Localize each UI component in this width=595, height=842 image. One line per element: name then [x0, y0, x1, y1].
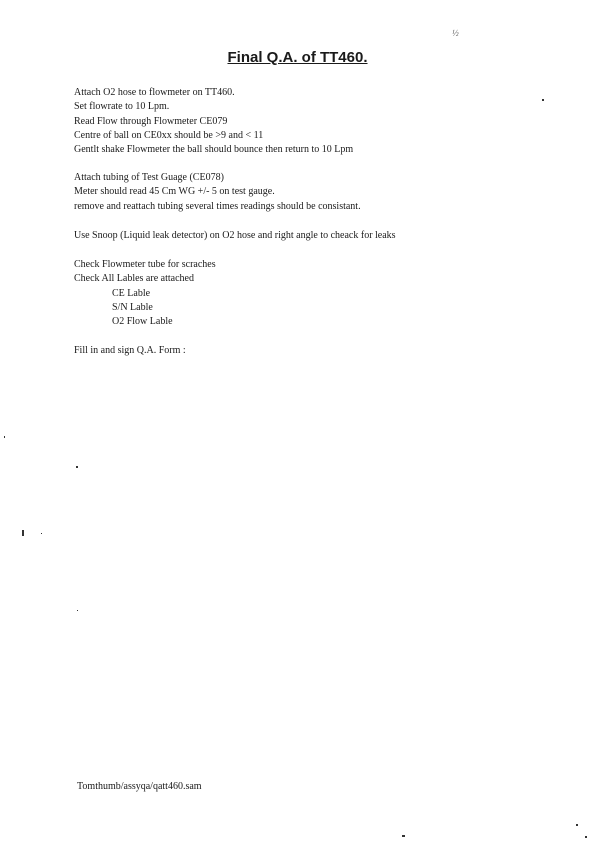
label-list-item: O2 Flow Lable	[112, 316, 173, 328]
instruction-line: Set flowrate to 10 Lpm.	[74, 101, 170, 113]
scan-speck	[22, 530, 24, 536]
scan-speck	[41, 533, 42, 534]
instruction-line: Fill in and sign Q.A. Form :	[74, 345, 186, 356]
scan-speck	[585, 836, 587, 838]
document-title-text: Final Q.A. of TT460.	[227, 49, 368, 66]
instruction-line: Read Flow through Flowmeter CE079	[74, 115, 228, 127]
scan-speck	[542, 99, 544, 101]
instruction-line: Check All Lables are attached	[74, 273, 194, 285]
label-list-item: CE Lable	[112, 287, 151, 299]
instruction-line: Check Flowmeter tube for scraches	[74, 259, 216, 270]
section-qa-form	[74, 344, 554, 358]
file-path-footer: Tomthumb/assyqa/qatt460.sam	[77, 781, 202, 792]
label-list-item: S/N Lable	[112, 301, 153, 313]
scan-speck	[76, 466, 78, 468]
scan-speck	[576, 824, 578, 826]
section-flowmeter-check	[74, 86, 554, 157]
instruction-line: Attach tubing of Test Guage (CE078)	[74, 172, 224, 183]
scan-speck	[77, 610, 78, 611]
section-labels-check	[74, 258, 554, 329]
instruction-line: Centre of ball on CE0xx should be >9 and < 11	[74, 129, 264, 141]
instruction-line: Meter should read 45 Cm WG +/- 5 on test gauge.	[74, 186, 275, 198]
corner-mark: ½	[452, 28, 459, 38]
section-leak-test	[74, 229, 554, 243]
instruction-line: remove and reattach tubing several times readings should be consistant.	[74, 200, 361, 212]
document-title	[0, 49, 595, 66]
instruction-line: Use Snoop (Liquid leak detector) on O2 hose and right angle to cheack for leaks	[74, 230, 396, 241]
instruction-line: Attach O2 hose to flowmeter on TT460.	[74, 87, 235, 98]
section-test-gauge	[74, 171, 554, 214]
instruction-line: Gentlt shake Flowmeter the ball should bounce then return to 10 Lpm	[74, 144, 354, 156]
scan-speck	[4, 436, 5, 438]
scan-speck	[402, 835, 405, 837]
